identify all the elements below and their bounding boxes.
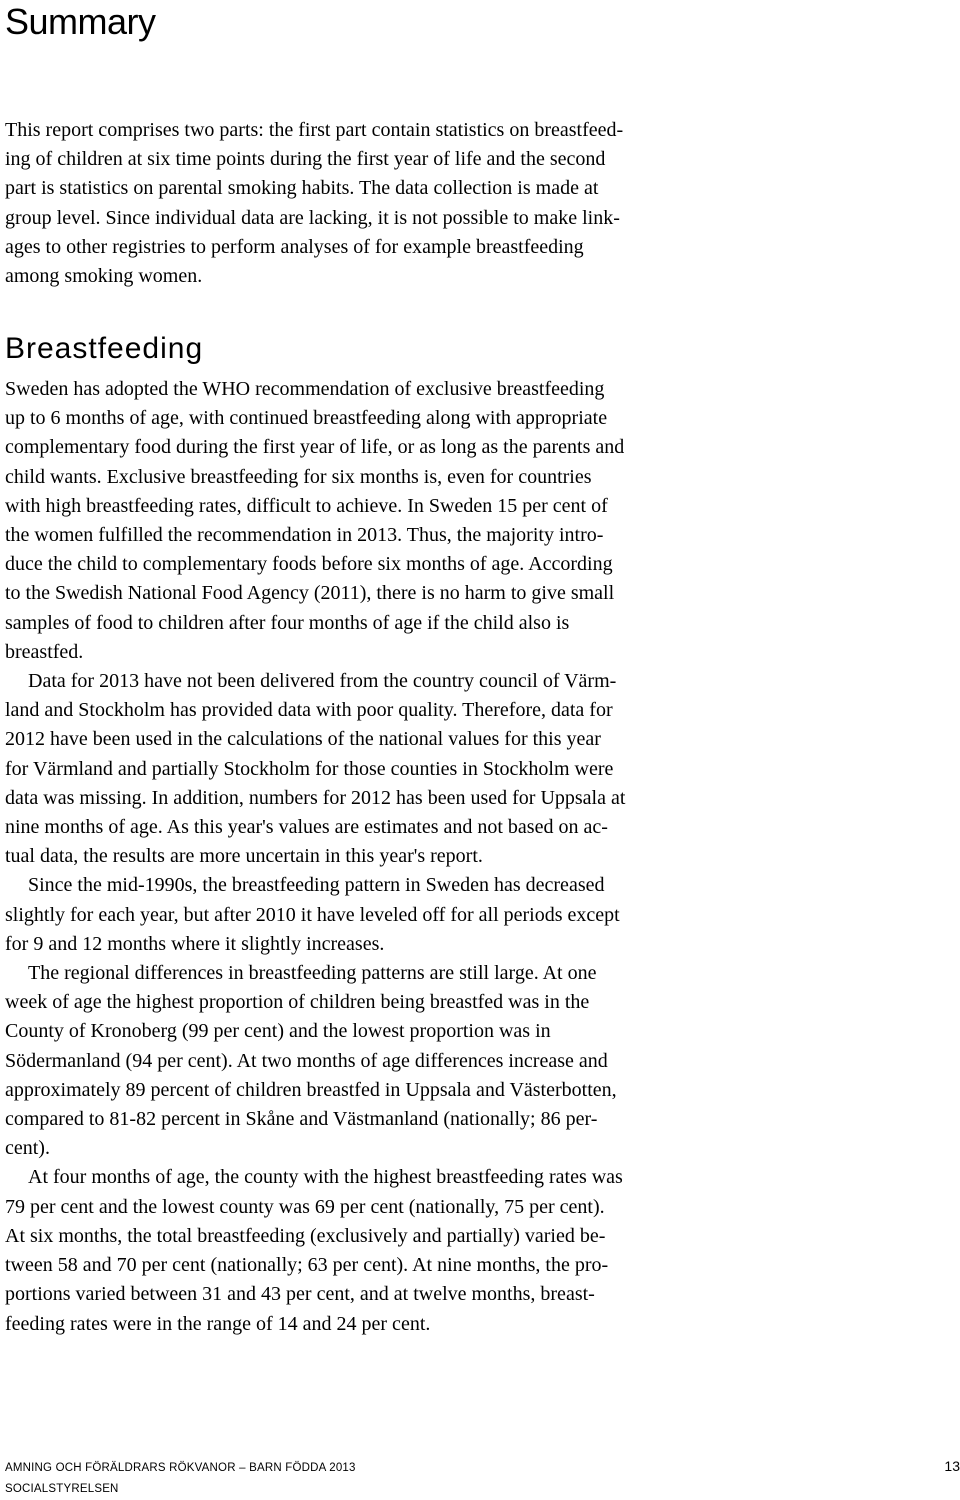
paragraph-line: duce the child to complementary foods before six months of age. According — [5, 553, 613, 576]
footer-publisher: SOCIALSTYRELSEN — [5, 1483, 119, 1495]
breastfeeding-paragraph-3 — [5, 871, 625, 959]
summary-line: ing of children at six time points during the first year of life and the second — [5, 148, 606, 171]
paragraph-line: complementary food during the first year of life, or as long as the parents and — [5, 436, 625, 459]
page-footer — [5, 1458, 356, 1500]
breastfeeding-paragraph-1 — [5, 375, 625, 667]
paragraph-line: for 9 and 12 months where it slightly increases. — [5, 932, 385, 955]
paragraph-line: County of Kronoberg (99 per cent) and the lowest proportion was in — [5, 1020, 551, 1043]
paragraph-line: slightly for each year, but after 2010 it have leveled off for all periods except — [5, 903, 620, 926]
paragraph-line: feeding rates were in the range of 14 and 24 per cent. — [5, 1312, 431, 1335]
paragraph-line: tual data, the results are more uncertain in this year's report. — [5, 845, 483, 868]
breastfeeding-body — [5, 375, 625, 1339]
paragraph-line: week of age the highest proportion of children being breastfed was in the — [5, 991, 590, 1014]
paragraph-line: data was missing. In addition, numbers for 2012 has been used for Uppsala at — [5, 786, 626, 809]
paragraph-line: nine months of age. As this year's values are estimates and not based on ac- — [5, 816, 608, 839]
breastfeeding-paragraph-2 — [5, 667, 625, 871]
paragraph-line: to the Swedish National Food Agency (2011), there is no harm to give small — [5, 582, 615, 605]
summary-line: This report comprises two parts: the first part contain statistics on breastfeed- — [5, 119, 624, 141]
breastfeeding-paragraph-5 — [5, 1163, 625, 1338]
paragraph-line: Sweden has adopted the WHO recommendation of exclusive breastfeeding — [5, 378, 605, 400]
paragraph-line: The regional differences in breastfeeding patterns are still large. At one — [28, 962, 597, 985]
breastfeeding-heading: Breastfeeding — [5, 332, 204, 365]
paragraph-line: up to 6 months of age, with continued breastfeeding along with appropriate — [5, 407, 608, 430]
paragraph-line: with high breastfeeding rates, difficult to achieve. In Sweden 15 per cent of — [5, 494, 608, 517]
paragraph-line: 79 per cent and the lowest county was 69 per cent (nationally, 75 per cent). — [5, 1195, 605, 1218]
summary-line: ages to other registries to perform analyses of for example breastfeeding — [5, 235, 584, 258]
paragraph-line: breastfed. — [5, 640, 84, 663]
paragraph-line: the women fulfilled the recommendation in 2013. Thus, the majority intro- — [5, 524, 604, 547]
paragraph-line: child wants. Exclusive breastfeeding for six months is, even for countries — [5, 465, 592, 488]
summary-line: group level. Since individual data are lacking, it is not possible to make link- — [5, 206, 620, 229]
paragraph-line: compared to 81-82 percent in Skåne and Västmanland (nationally; 86 per- — [5, 1108, 598, 1131]
paragraph-line: cent). — [5, 1137, 50, 1160]
summary-heading: Summary — [5, 1, 156, 42]
summary-intro-paragraph — [5, 116, 623, 291]
paragraph-line: At four months of age, the county with the highest breastfeeding rates was — [28, 1166, 623, 1189]
paragraph-line: 2012 have been used in the calculations of the national values for this year — [5, 728, 601, 751]
paragraph-line: samples of food to children after four months of age if the child also is — [5, 611, 570, 634]
paragraph-line: tween 58 and 70 per cent (nationally; 63 per cent). At nine months, the pro- — [5, 1254, 609, 1277]
paragraph-line: Data for 2013 have not been delivered from the country council of Värm- — [28, 670, 617, 693]
paragraph-line: portions varied between 31 and 43 per cent, and at twelve months, breast- — [5, 1283, 595, 1306]
summary-line: part is statistics on parental smoking habits. The data collection is made at — [5, 177, 599, 200]
paragraph-line: Since the mid-1990s, the breastfeeding pattern in Sweden has decreased — [28, 874, 605, 897]
paragraph-line: land and Stockholm has provided data with poor quality. Therefore, data for — [5, 699, 613, 722]
footer-report-title: AMNING OCH FÖRÄLDRARS RÖKVANOR – BARN FÖDDA 2013 — [5, 1462, 356, 1474]
paragraph-line: for Värmland and partially Stockholm for those counties in Stockholm were — [5, 757, 614, 780]
paragraph-line: At six months, the total breastfeeding (exclusively and partially) varied be- — [5, 1224, 606, 1247]
summary-line: among smoking women. — [5, 265, 203, 288]
paragraph-line: approximately 89 percent of children breastfed in Uppsala and Västerbotten, — [5, 1078, 617, 1101]
breastfeeding-paragraph-4 — [5, 959, 625, 1163]
paragraph-line: Södermanland (94 per cent). At two months of age differences increase and — [5, 1049, 608, 1072]
page-number: 13 — [944, 1458, 960, 1474]
